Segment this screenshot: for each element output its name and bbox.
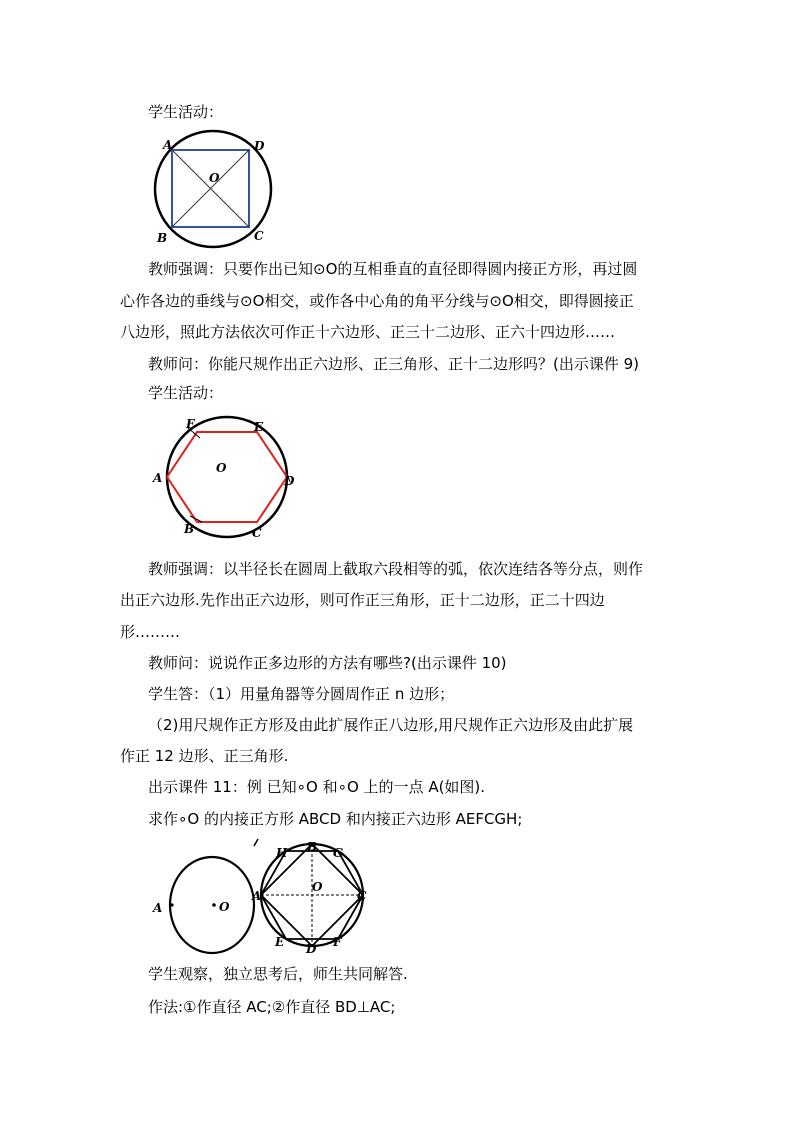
label-e-fig4: E — [275, 935, 285, 949]
label-c-fig4: C — [357, 889, 367, 903]
text-construction-method: 作法:①作直径 AC;②作直径 BD⊥AC; — [148, 998, 396, 1016]
label-h-fig4: H — [276, 846, 288, 860]
text-student-activity-1: 学生活动： — [148, 103, 224, 121]
text-construct-task: 求作∘O 的内接正方形 ABCD 和内接正六边形 AEFCGH; — [148, 810, 523, 828]
text-student-answer-2b: 作正 12 边形、正三角形. — [120, 747, 289, 765]
text-student-observe: 学生观察，独立思考后，师生共同解答. — [148, 965, 408, 983]
text-student-answer-1: 学生答：（1）用量角器等分圆周作正 n 边形； — [148, 685, 455, 703]
text-teacher-emphasis-2b: 出正六边形.先作出正六边形，则可作正三角形，正十二边形，正二十四边 — [120, 591, 605, 609]
label-c-fig1: C — [254, 229, 264, 243]
text-teacher-emphasis-1c: 八边形，照此方法依次可作正十六边形、正三十二边形、正六十四边形…… — [120, 323, 616, 341]
label-f-fig2: F — [186, 417, 195, 431]
label-b-fig1: B — [157, 231, 168, 245]
text-teacher-question-1: 教师问：你能尺规作出正六边形、正三角形、正十二边形吗？(出示课件 9) — [148, 355, 640, 373]
text-student-answer-2a: （2)用尺规作正方形及由此扩展作正八边形,用尺规作正六边形及由此扩展 — [148, 716, 634, 734]
text-teacher-emphasis-2a: 教师强调：以半径长在圆周上截取六段相等的弧，依次连结各等分点，则作 — [148, 560, 644, 578]
tick-mark — [254, 839, 258, 846]
label-c-fig2: C — [252, 526, 262, 540]
label-a-fig3: A — [153, 901, 163, 915]
circle-o-fig3 — [170, 857, 254, 953]
label-o-fig1: O — [209, 171, 220, 185]
label-f-fig4: F — [333, 935, 342, 949]
label-a-fig2: A — [153, 471, 163, 485]
label-g-fig4: G — [333, 846, 344, 860]
label-o-fig4: O — [312, 880, 323, 894]
label-d-fig4: D — [306, 942, 317, 956]
text-teacher-emphasis-1a: 教师强调：只要作出已知⊙O的互相垂直的直径即得圆内接正方形，再过圆 — [148, 260, 638, 278]
label-d-fig2: D — [284, 474, 295, 488]
label-b-fig2: B — [184, 522, 195, 536]
label-e-fig2: E — [254, 420, 264, 434]
label-b-fig4: B — [307, 840, 318, 854]
text-teacher-question-2: 教师问：说说作正多边形的方法有哪些?(出示课件 10) — [148, 654, 507, 672]
point-o-fig3 — [212, 903, 216, 907]
text-courseware-11: 出示课件 11：例 已知∘O 和∘O 上的一点 A(如图). — [148, 778, 486, 796]
label-o-fig2: O — [216, 461, 227, 475]
label-d-fig1: D — [254, 139, 265, 153]
label-a-fig1: A — [163, 138, 173, 152]
label-o-fig3: O — [219, 900, 230, 914]
text-student-activity-2: 学生活动： — [148, 384, 224, 402]
label-a-fig4: A — [252, 889, 262, 903]
text-teacher-emphasis-2c: 形……… — [120, 623, 181, 641]
text-teacher-emphasis-1b: 心作各边的垂线与⊙O相交，或作各中心角的角平分线与⊙O相交，即得圆接正 — [120, 292, 634, 310]
point-a-fig3 — [170, 903, 173, 906]
